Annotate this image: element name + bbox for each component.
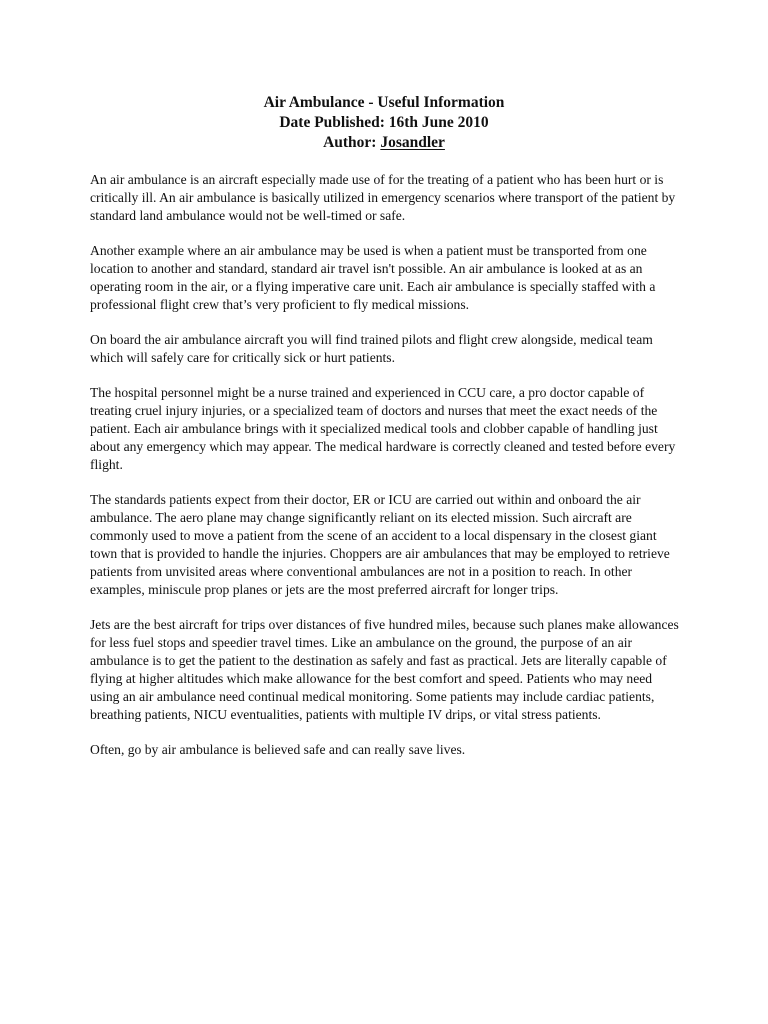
author-link[interactable]: Josandler xyxy=(380,134,445,151)
author-line xyxy=(0,133,768,153)
document-header xyxy=(0,93,768,153)
paragraph-7: Often, go by air ambulance is believed safe and can really save lives. xyxy=(90,742,466,757)
publish-date: Date Published: 16th June 2010 xyxy=(279,114,489,131)
paragraph-5: The standards patients expect from their doctor, ER or ICU are carried out within and onboard the air ambulance. The aero plane may change significantly reliant on its elected mission. Such aircraft are commonly used to move a patient from the scene of an accident to a local dispensary in the closest giant town that is provided to handle the injuries. Choppers are air ambulances that may be employed to retrieve patients from unvisited areas where conventional ambulances are not in a position to reach. In other examples, miniscule prop planes or jets are the most preferred aircraft for longer trips. xyxy=(90,492,670,597)
paragraph-2: Another example where an air ambulance may be used is when a patient must be transported from one location to another and standard, standard air travel isn't possible. An air ambulance is looked at as an operating room in the air, or a flying imperative care unit. Each air ambulance is specially staffed with a professional flight crew that’s very proficient to fly medical missions. xyxy=(90,243,656,312)
paragraph-3: On board the air ambulance aircraft you will find trained pilots and flight crew alongside, medical team which will safely care for critically sick or hurt patients. xyxy=(90,332,653,365)
paragraph-6: Jets are the best aircraft for trips over distances of five hundred miles, because such planes make allowances for less fuel stops and speedier travel times. Like an ambulance on the ground, the purpose of an air ambulance is to get the patient to the destination as safely and fast as practical. Jets are literally capable of flying at higher altitudes which make allowance for the best comfort and speed. Patients who may need using an air ambulance need continual medical monitoring. Some patients may include cardiac patients, breathing patients, NICU eventualities, patients with multiple IV drips, or vital stress patients. xyxy=(90,617,679,722)
document-title: Air Ambulance - Useful Information xyxy=(263,94,505,111)
article-body xyxy=(90,171,680,776)
paragraph-4: The hospital personnel might be a nurse trained and experienced in CCU care, a pro doctor capable of treating cruel injury injuries, or a specialized team of doctors and nurses that meet the exact needs of the patient. Each air ambulance brings with it specialized medical tools and clobber capable of handling just about any emergency which may appear. The medical hardware is correctly cleaned and tested before every flight. xyxy=(90,385,676,472)
paragraph-1: An air ambulance is an aircraft especially made use of for the treating of a patient who has been hurt or is critically ill. An air ambulance is basically utilized in emergency scenarios where transport of the patient by standard land ambulance would not be well-timed or safe. xyxy=(90,172,676,223)
author-label: Author: xyxy=(323,134,377,151)
